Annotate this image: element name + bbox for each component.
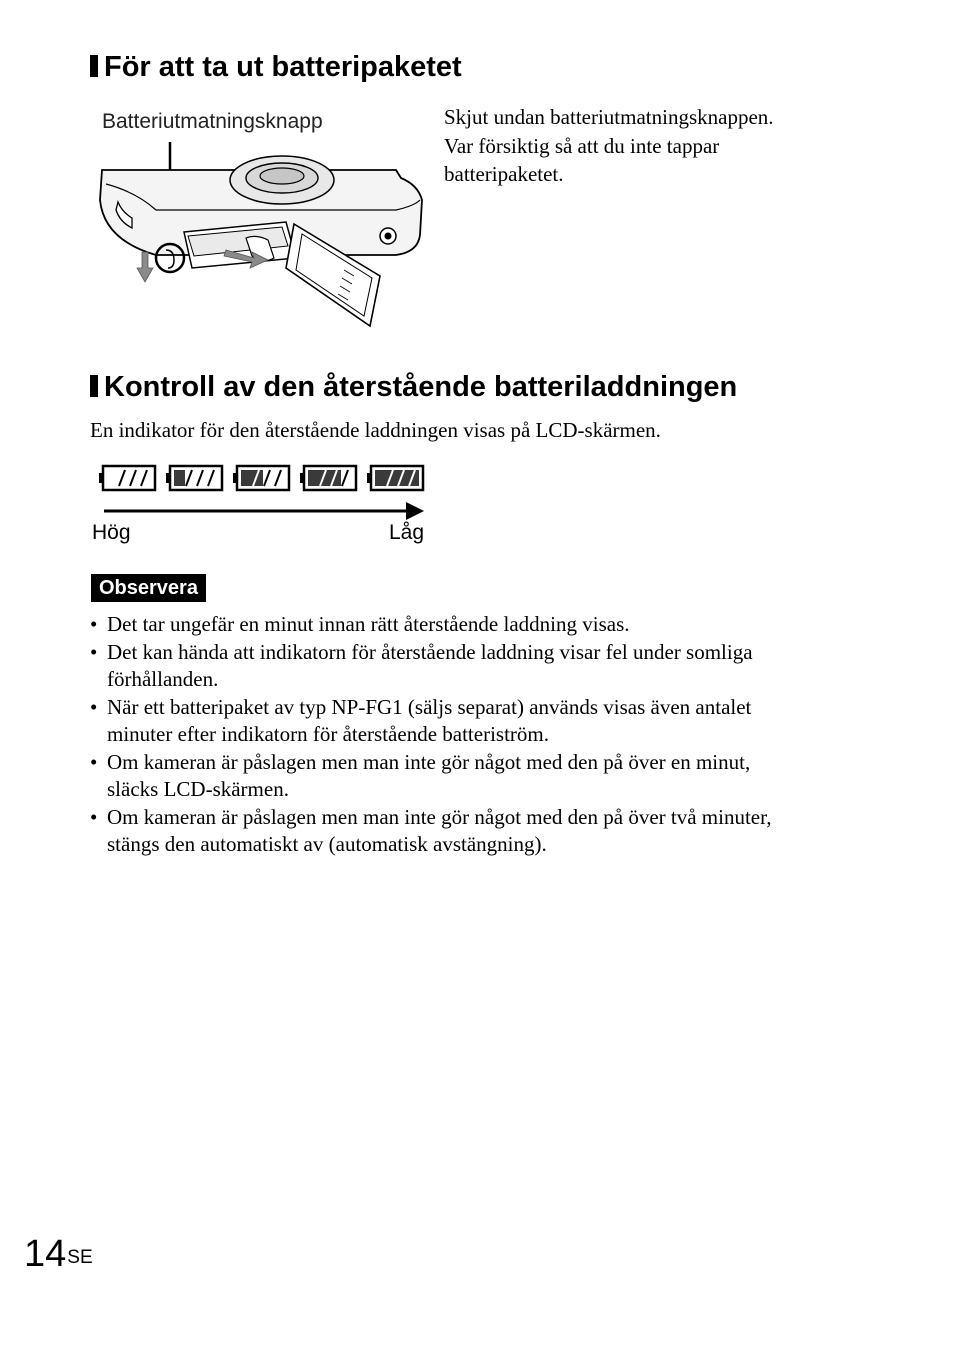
note-text-line: Det kan hända att indikatorn för återstående laddning visar fel under somliga (107, 639, 753, 664)
note-item (90, 611, 830, 639)
page-number-suffix: SE (67, 1247, 93, 1268)
camera-battery-illustration (96, 140, 428, 330)
scale-high-label: Hög (92, 521, 131, 544)
note-text-line: förhållanden. (107, 667, 219, 691)
instruction-text (444, 103, 844, 189)
note-item (90, 694, 830, 749)
section-title: För att ta ut batteripaketet (104, 51, 462, 83)
note-text-line: Om kameran är påslagen men man inte gör något med den på över två minuter, (107, 804, 772, 829)
intro-text: En indikator för den återstående laddningen visas på LCD-skärmen. (90, 418, 661, 442)
note-list (90, 611, 830, 859)
note-item (90, 749, 830, 804)
note-item (90, 804, 830, 859)
note-text-line: Om kameran är påslagen men man inte gör något med den på över en minut, (107, 749, 751, 774)
heading-marker-icon (90, 375, 98, 397)
bullet-icon: • (90, 804, 98, 829)
bullet-icon: • (90, 639, 98, 664)
bullet-icon: • (90, 694, 98, 719)
section-heading-remove-battery (90, 50, 462, 84)
note-text-line: släcks LCD-skärmen. (107, 777, 289, 801)
note-text-line: Det tar ungefär en minut innan rätt återstående laddning visas. (107, 612, 630, 636)
section-heading-battery-check (90, 370, 737, 404)
page-number-value: 14 (24, 1233, 67, 1275)
battery-level-icon (300, 466, 356, 490)
note-text-line: minuter efter indikatorn för återstående batteriström. (107, 722, 549, 746)
instruction-line: batteripaketet. (444, 162, 564, 186)
note-text-line: stängs den automatiskt av (automatisk avstängning). (107, 832, 547, 856)
bullet-icon: • (90, 749, 98, 774)
battery-level-icon (99, 466, 155, 490)
battery-level-icon (233, 466, 289, 490)
note-item (90, 639, 830, 694)
scale-low-label: Låg (389, 521, 425, 544)
note-text-line: När ett batteripaket av typ NP-FG1 (säljs separat) används visas även antalet (107, 694, 752, 719)
note-badge: Observera (91, 574, 206, 602)
battery-level-icon (367, 466, 423, 490)
bullet-icon: • (90, 612, 98, 636)
scale-arrow (104, 500, 426, 522)
instruction-line: Var försiktig så att du inte tappar (444, 133, 720, 158)
page-number (24, 1232, 93, 1276)
heading-marker-icon (90, 55, 98, 77)
instruction-line: Skjut undan batteriutmatningsknappen. (444, 105, 774, 129)
figure-label: Batteriutmatningsknapp (102, 110, 323, 133)
battery-level-icon (166, 466, 222, 490)
section-title: Kontroll av den återstående batteriladdningen (104, 371, 738, 403)
battery-indicator-row (96, 462, 436, 498)
